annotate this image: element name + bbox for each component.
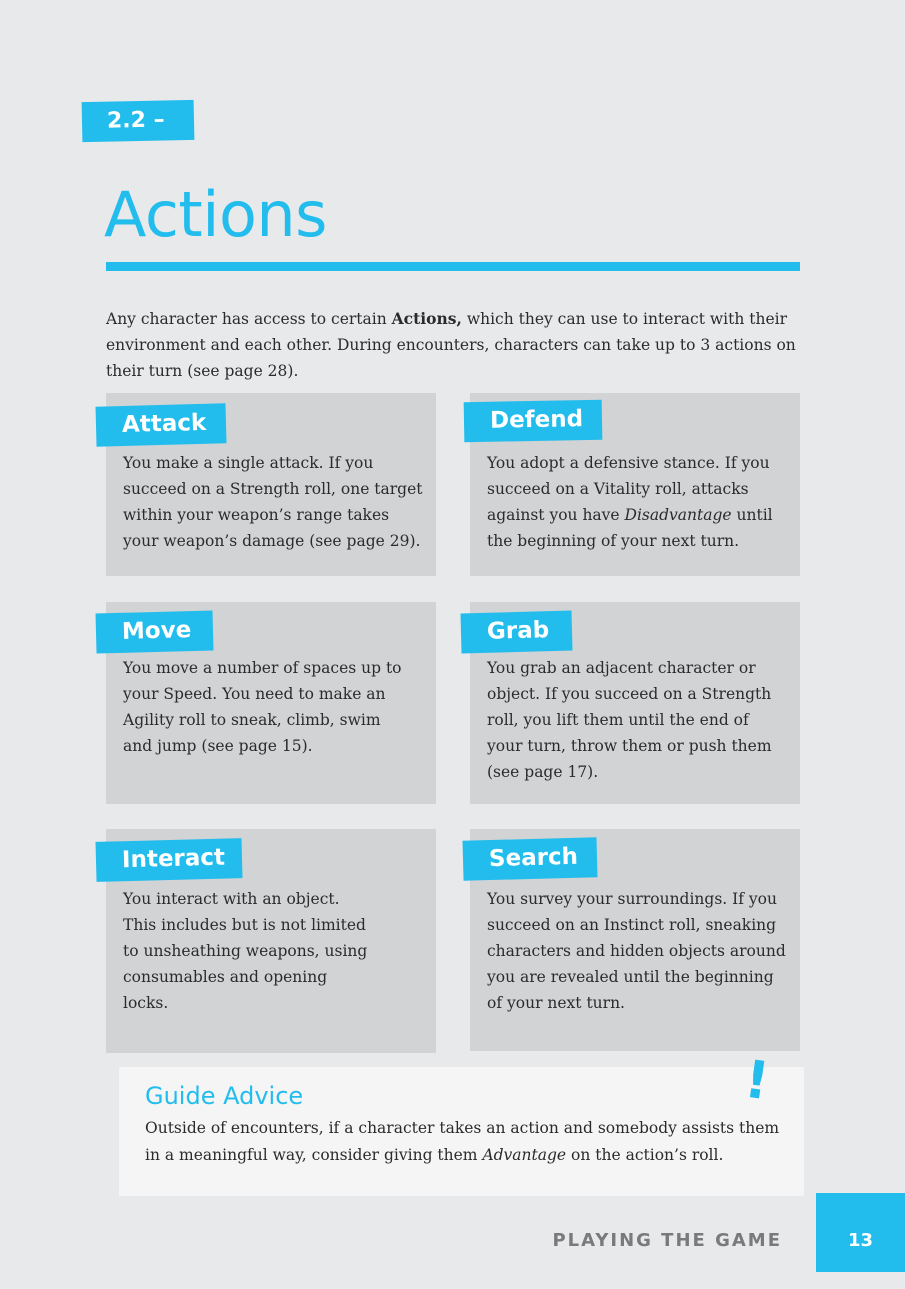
- card-label-interact: Interact: [96, 838, 243, 882]
- advice-text-end: on the action’s roll.: [566, 1146, 724, 1164]
- card-label-move: Move: [95, 610, 213, 653]
- intro-paragraph: [106, 306, 806, 384]
- card-text-search: You survey your surroundings. If you succeed on an Instinct roll, sneaking characters and hidden objects around you are revealed until the beginning of your next turn.: [487, 890, 786, 1012]
- intro-text-end: which they can use to interact with their environment and each other. During encounters, characters can take up to 3 actions on their turn (see page 28).: [106, 310, 796, 380]
- page-title: Actions: [104, 178, 327, 251]
- card-text-interact: You interact with an object. This includes but is not limited to unsheathing weapons, using consumables and opening locks.: [123, 890, 368, 1012]
- card-text-attack: You make a single attack. If you succeed on a Strength roll, one target within your weapon’s range takes your weapon’s damage (see page 29).: [123, 454, 423, 550]
- defend-text-start: You adopt a defensive stance. If you succeed on a Vitality roll, attacks against you have: [487, 454, 770, 524]
- intro-text-start: Any character has access to certain: [106, 310, 392, 328]
- advice-advantage-term: Advantage: [482, 1146, 567, 1164]
- card-label-attack: Attack: [95, 403, 226, 446]
- card-text-grab: You grab an adjacent character or object. If you succeed on a Strength roll, you lift them until the end of your turn, throw them or push them (see page 17).: [487, 659, 772, 781]
- card-text-defend: [487, 450, 787, 554]
- section-number-tag: 2.2 –: [82, 100, 195, 142]
- defend-disadvantage-term: Disadvantage: [624, 506, 732, 524]
- intro-actions-term: Actions,: [391, 309, 462, 328]
- card-label-search: Search: [462, 837, 597, 880]
- exclamation-icon: !: [740, 1049, 773, 1113]
- page-number: 13: [816, 1193, 905, 1272]
- card-text-move: You move a number of spaces up to your Speed. You need to make an Agility roll to sneak, climb, swim and jump (see page 15).: [123, 659, 402, 755]
- guide-advice-title: Guide Advice: [145, 1082, 304, 1110]
- card-label-grab: Grab: [460, 611, 572, 654]
- advice-text-start: Outside of encounters, if a character takes an action and somebody assists them in a meaningful way, consider giving them: [145, 1119, 780, 1164]
- card-label-defend: Defend: [464, 400, 603, 442]
- title-rule: [106, 262, 800, 271]
- defend-text-end: until the beginning of your next turn.: [487, 506, 773, 550]
- guide-advice-text: [145, 1115, 795, 1169]
- chapter-footer-label: PLAYING THE GAME: [552, 1230, 782, 1251]
- guide-advice-box: [119, 1049, 804, 1196]
